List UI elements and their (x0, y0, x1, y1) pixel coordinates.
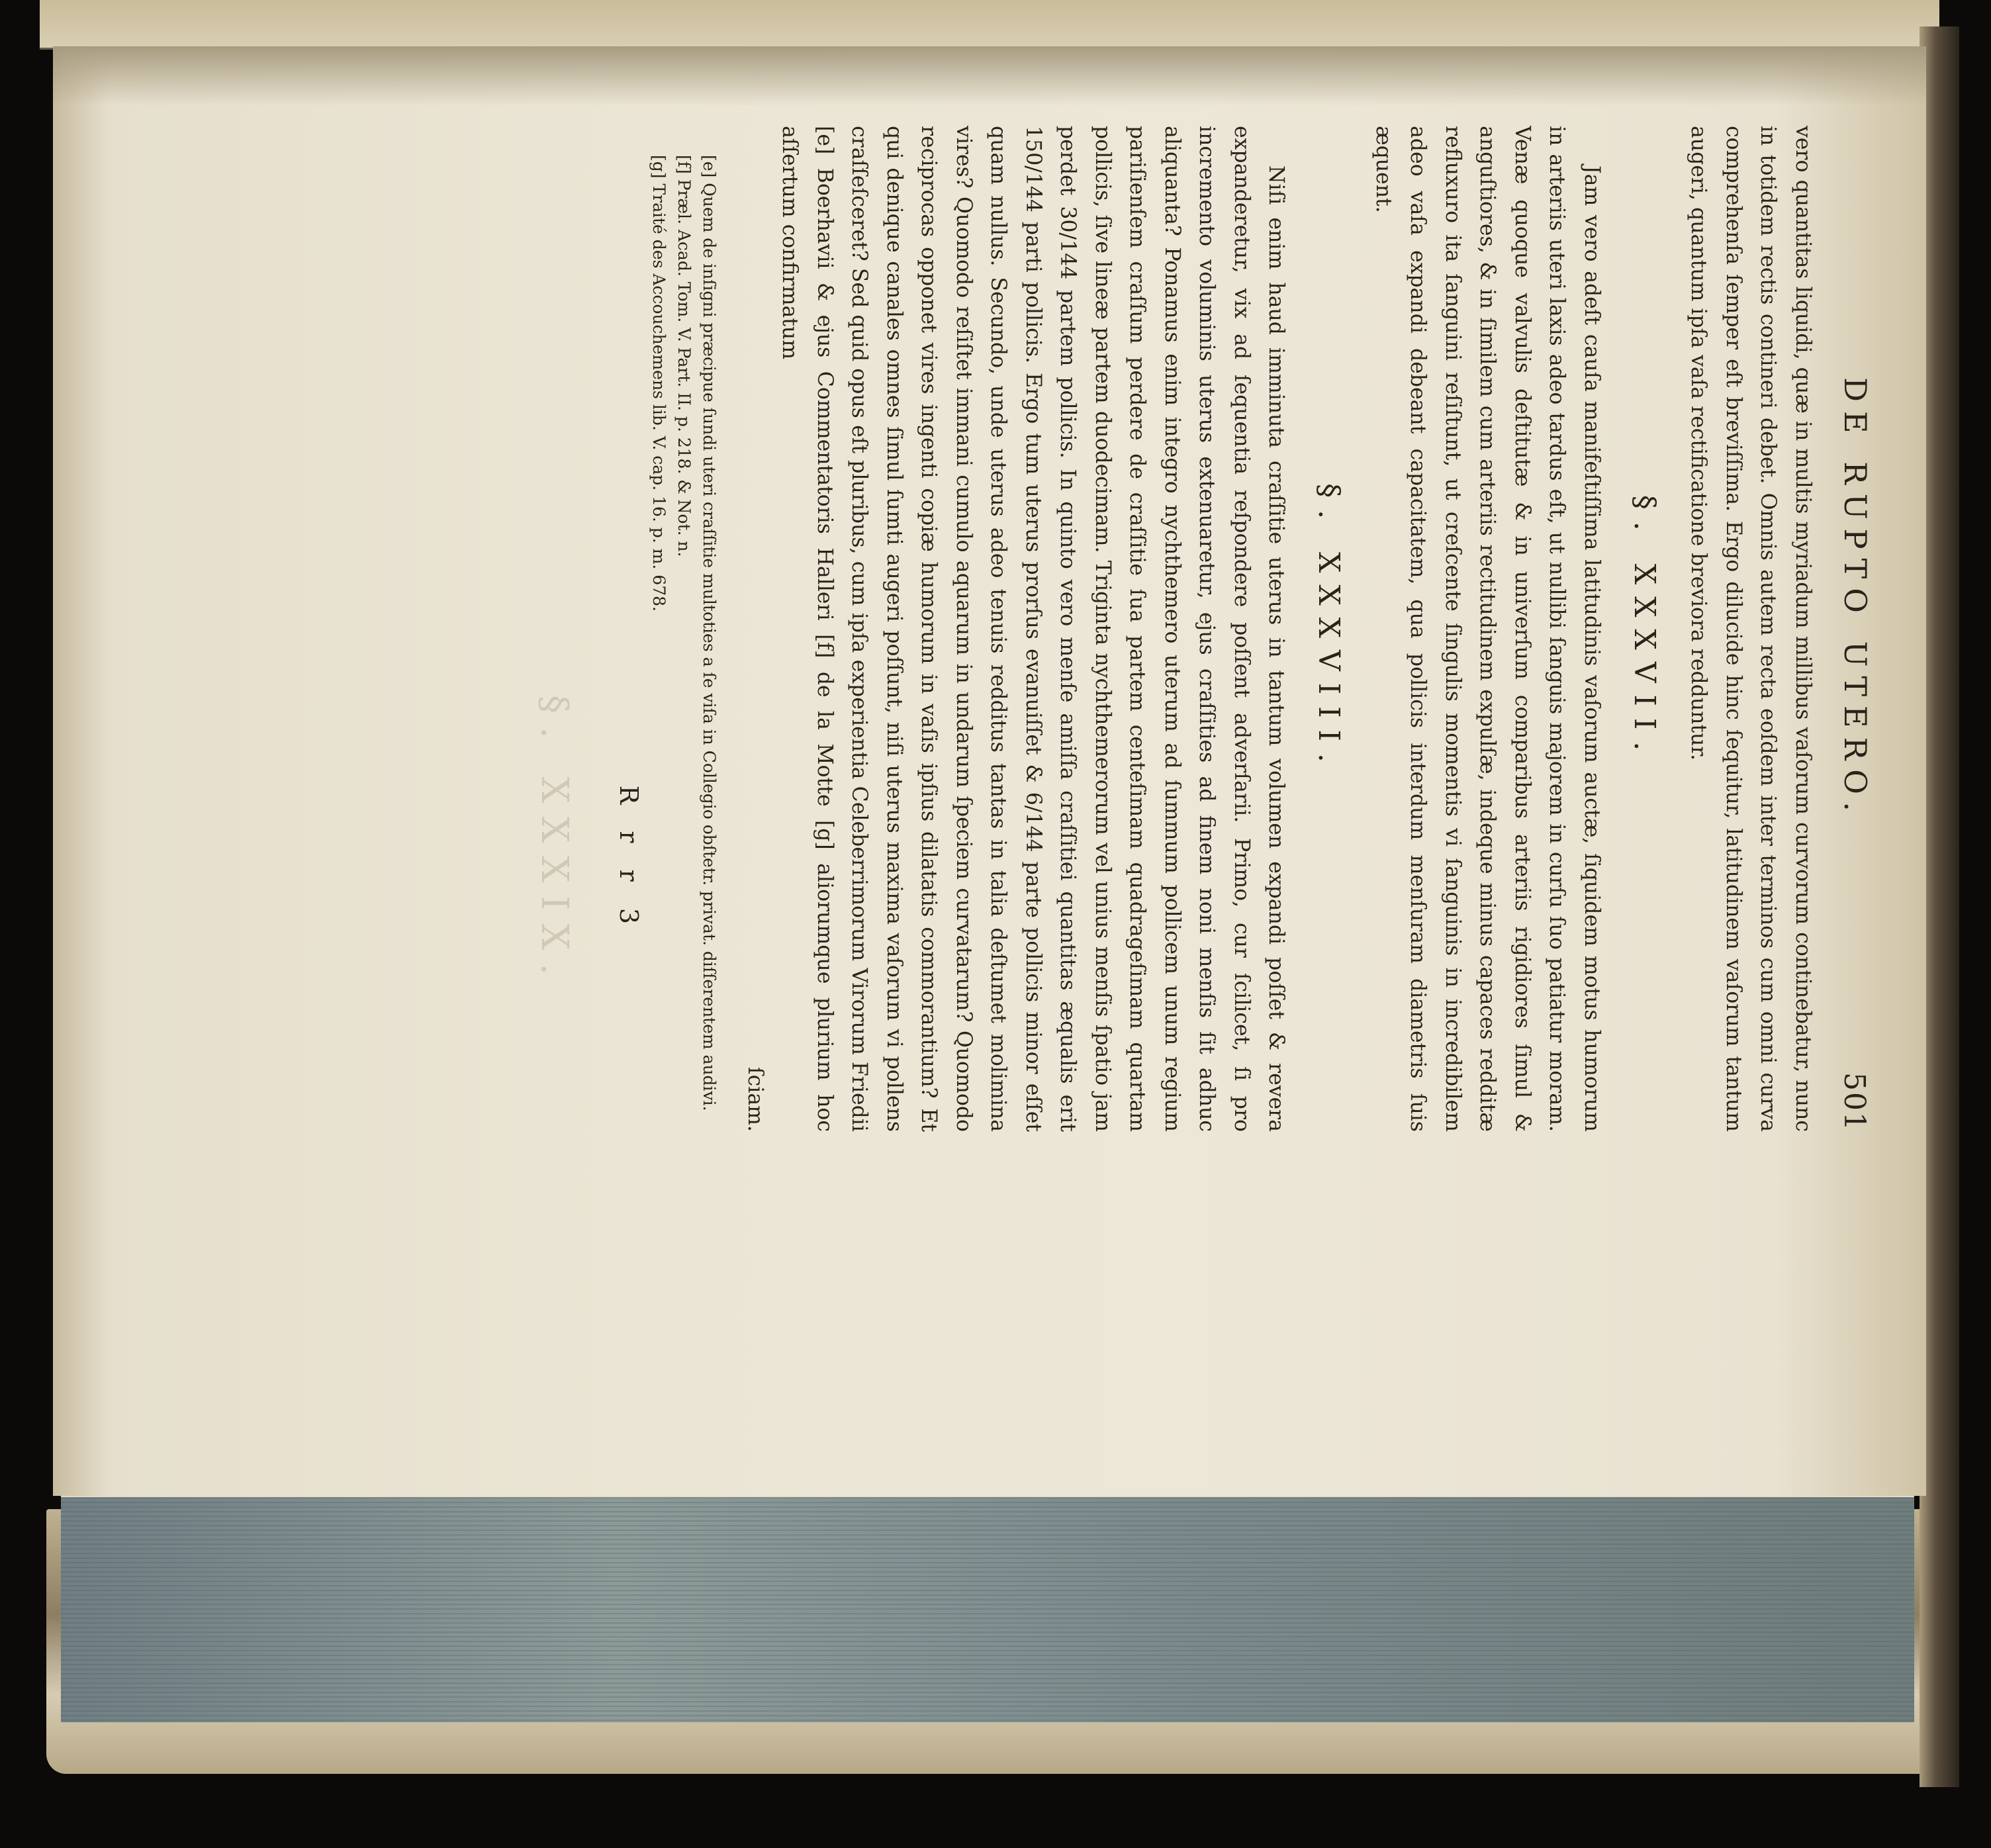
running-head-title: DE RUPTO UTERO. (1837, 377, 1873, 821)
page-text-block (391, 126, 1873, 1132)
gutter-shadow (53, 46, 1926, 106)
footnote-f: [f] Præl. Acad. Tom. V. Part. II. p. 218. & Not. n. (674, 155, 694, 557)
catchword: ſciam. (743, 1066, 767, 1132)
section-heading-38: §. XXXVIII. (1312, 483, 1346, 774)
page-fore-edge (61, 1496, 1914, 1722)
paragraph-2: Jam vero adeſt cauſa manifeſtiſſima latitudinis vaſorum auctæ, ſiquidem motus humorum in arteriis uteri laxis adeo tardus eſt, ut nullibi ſanguis majorem in curſu ſuo patiatur moram. Venæ quoque valvulis deſtitutæ & in univerſum comparibus arteriis rigidiores ſimul & anguſtiores, & in ſimilem cum arteriis rectitudinem expulſæ, indeque minus capaces redditæ refluxuro ita ſanguini reſiſtunt, ut creſcente ſingulis momentis vi ſanguinis in incredibilem adeo vaſa expandi debeant capacitatem, qua pollicis interdum menſuram diametris ſuis æquent. (1371, 126, 1604, 1132)
paragraph-3: Niſi enim haud imminuta craſſitie uterus in tantum volumen expandi poſſet & revera expanderetur, vix ad ſequentia reſpondere poſſent adverſarii. Primo, cur ſcilicet, ſi pro incremento voluminis uterus extenuaretur, ejus craſſities ad finem noni menſis ſit adhuc aliquanta? Ponamus enim integro nychthemero uterum ad ſummum pollicem unum regium pariſienſem craſſum perdere de craſſitie ſua partem centeſimam quadrageſimam quartam pollicis, ſive lineæ partem duodecimam. Triginta nychthemerorum vel unius menſis ſpatio jam perdet 30/144 partem pollicis. In quinto vero menſe amiſſa craſſitiei quantitas æqualis erit 150/144 parti pollicis. Ergo tum uterus prorſus evanuiſſet & 6/144 parte pollicis minor eſſet quam nullus. Secundo, unde uterus adeo tenuis redditus tantas in talia deſtumet molimina vires? Quomodo reſiſtet immani cumulo aquarum in undarum ſpeciem curvatarum? Quomodo reciprocas opponet vires ingenti copiæ humorum in vaſis ipſius dilatatis commorantium? Et qui denique canales omnes ſimul ſumti augeri poſſunt, niſi uterus maxima vaſorum vi pollens craſſeſceret? Sed quid opus eſt pluribus, cum ipſa experientia Celeberrimorum Virorum Friedii [e] Boerhavii & ejus Commentatoris Halleri [f] de la Motte [g] aliorumque plurium hoc aſſertum confirmatum (778, 126, 1289, 1132)
page-number: 501 (1837, 1072, 1871, 1132)
bleed-through-heading: §. XXXIX. (533, 695, 576, 988)
running-head (1837, 126, 1873, 1132)
footnote-e: [e] Quem de inſigni præcipue ſundi uteri craſſitie multoties a ſe viſa in Collegio obſtetr. privat. diſſerentem audivi. (700, 155, 719, 1111)
signature-mark: R r r 3 (614, 785, 644, 933)
footnotes (647, 126, 722, 1132)
previous-page-edge (40, 0, 1939, 50)
footnote-g: [g] Traité des Accouchemens lib. V. cap. 16. p. m. 678. (649, 155, 669, 612)
paragraph-1: vero quantitas liquidi, quæ in multis myriadum millibus vaſorum curvorum continebatur, nunc in totidem rectis contineri debet. Omnis autem recta eoſdem inter terminos cum omni curva comprehenſa ſemper eſt breviſſima. Ergo dilucide hinc ſequitur, latitudinem vaſorum tantum augeri, quantum ipſa vaſa rectificatione breviora redduntur. (1687, 126, 1815, 1132)
section-heading-37: §. XXXVII. (1628, 494, 1661, 763)
